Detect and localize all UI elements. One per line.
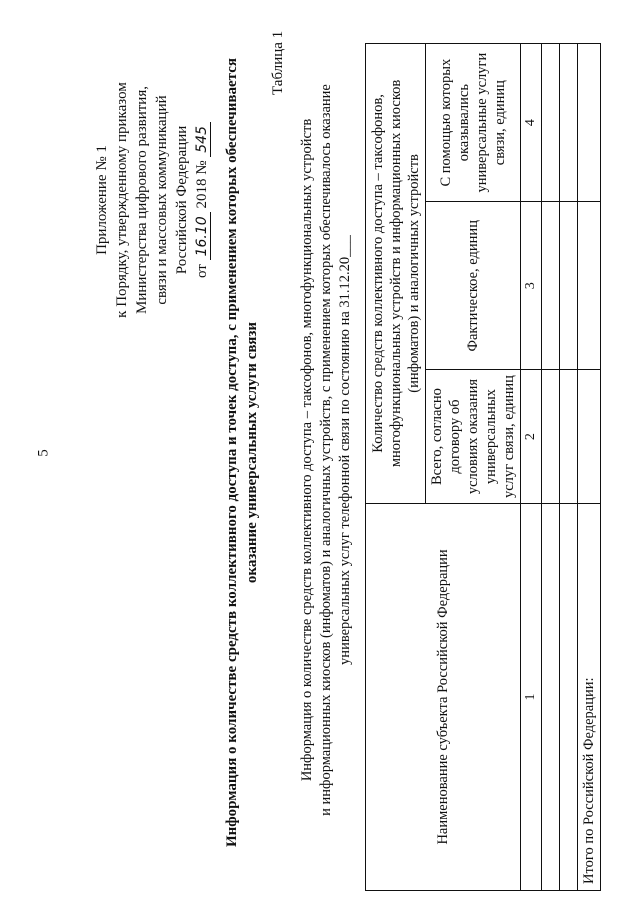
appendix-line: связи и массовых коммуникаций [154, 95, 170, 305]
table-cell [578, 44, 601, 202]
table-cell [560, 503, 578, 890]
handwritten-date: 16.10 [194, 212, 211, 260]
table-row [560, 44, 578, 891]
table-row [542, 44, 560, 891]
table-caption [298, 55, 355, 845]
header-group: Количество средств коллективного доступа – таксофонов, многофункциональных устройств и информационных киосков (инфоматов) и аналогичных устройств [366, 44, 426, 504]
table-cell [542, 44, 560, 202]
column-number: 4 [521, 44, 542, 202]
appendix-line: Министерства цифрового развития, [134, 86, 150, 315]
total-label: Итого по Российской Федерации: [578, 503, 601, 890]
column-number: 1 [521, 503, 542, 890]
caption-line: Информация о количестве средств коллективного доступа – таксофонов, многофункциональных устройств [299, 118, 315, 782]
table-cell [578, 202, 601, 370]
document-title [222, 20, 262, 885]
table-cell [578, 370, 601, 504]
column-number: 2 [521, 370, 542, 504]
header-used: С помощью которых оказывались универсальные услуги связи, единиц [426, 44, 521, 202]
header-actual: Фактическое, единиц [426, 202, 521, 370]
table-cell [542, 202, 560, 370]
handwritten-number: 545 [194, 122, 211, 157]
header-total: Всего, согласно договору об условиях оказания универсальных услуг связи, единиц [426, 370, 521, 504]
total-row [578, 44, 601, 891]
appendix-line: к Порядку, утвержденному приказом [114, 82, 130, 318]
appendix-line: Российской Федерации [174, 125, 190, 275]
data-table [365, 43, 601, 891]
table-cell [542, 503, 560, 890]
caption-line: и информационных киосков (инфоматов) и аналогичных устройств, с применением которых обеспечивалось оказание [318, 84, 334, 816]
appendix-dateline [192, 15, 212, 385]
appendix-block [92, 15, 212, 385]
header-row [366, 44, 426, 891]
caption-line: универсальных услуг телефонной связи по состоянию на 31.12.20___ [337, 235, 353, 665]
title-line: оказание универсальных услуги связи [244, 321, 260, 584]
title-line: Информация о количестве средств коллективного доступа и точек доступа, с применением которых обеспечивается [224, 58, 240, 848]
table-label: Таблица 1 [270, 30, 286, 95]
column-number-row [521, 44, 542, 891]
table-cell [560, 370, 578, 504]
header-region: Наименование субъекта Российской Федерации [366, 503, 521, 890]
year-number-label: 2018 № [194, 160, 210, 209]
date-prefix: от [194, 264, 210, 278]
table-cell [560, 202, 578, 370]
appendix-title: Приложение № 1 [94, 145, 110, 255]
table-cell [560, 44, 578, 202]
table-cell [542, 370, 560, 504]
page-number: 5 [35, 449, 52, 457]
column-number: 3 [521, 202, 542, 370]
